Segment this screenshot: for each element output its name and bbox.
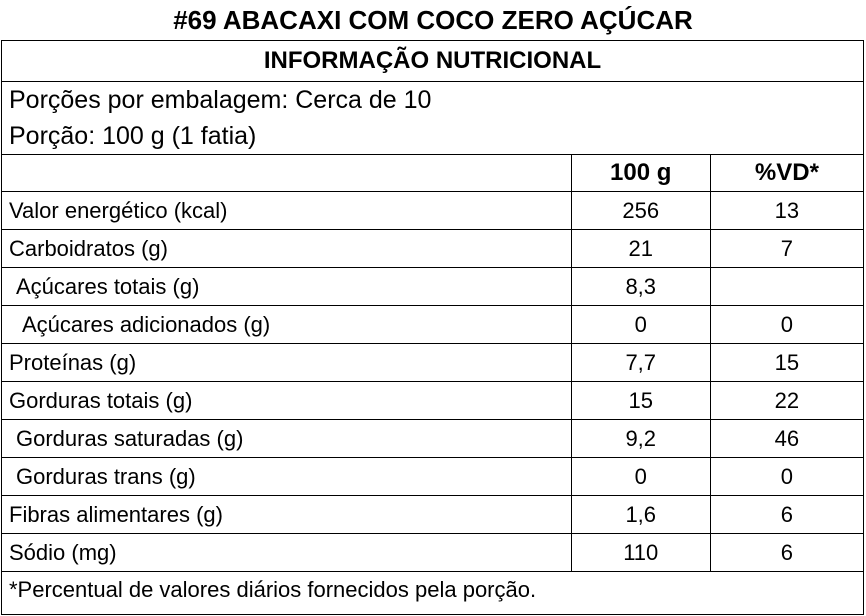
nutrition-facts-panel [1, 40, 864, 615]
table-header-row [2, 155, 863, 192]
table-row [2, 496, 863, 534]
nutrient-amount: 0 [571, 306, 710, 344]
nutrient-amount: 21 [571, 230, 710, 268]
nutrient-vd: 13 [710, 192, 863, 230]
nutrient-label: Sódio (mg) [2, 534, 571, 572]
nutrient-label: Valor energético (kcal) [2, 192, 571, 230]
nutrient-amount: 1,6 [571, 496, 710, 534]
nutrient-vd [710, 268, 863, 306]
nutrient-amount: 9,2 [571, 420, 710, 458]
portion-info [2, 82, 863, 155]
nutrient-amount: 110 [571, 534, 710, 572]
nutrient-vd: 0 [710, 458, 863, 496]
nutrition-table [2, 155, 863, 572]
nutrient-vd: 6 [710, 534, 863, 572]
header-amount: 100 g [571, 155, 710, 192]
table-row [2, 534, 863, 572]
nutrient-label: Açúcares totais (g) [2, 268, 571, 306]
nutrient-vd: 0 [710, 306, 863, 344]
nutrient-amount: 256 [571, 192, 710, 230]
table-row [2, 192, 863, 230]
table-row [2, 268, 863, 306]
nutrient-amount: 0 [571, 458, 710, 496]
table-row [2, 306, 863, 344]
header-nutrient [2, 155, 571, 192]
footnote: *Percentual de valores diários fornecidos pela porção. [9, 577, 537, 602]
nutrient-vd: 15 [710, 344, 863, 382]
panel-heading: INFORMAÇÃO NUTRICIONAL [2, 41, 863, 82]
nutrient-vd: 46 [710, 420, 863, 458]
nutrient-vd: 22 [710, 382, 863, 420]
table-row [2, 420, 863, 458]
nutrient-label: Fibras alimentares (g) [2, 496, 571, 534]
portion-size: Porção: 100 g (1 fatia) [9, 122, 257, 150]
nutrient-label: Proteínas (g) [2, 344, 571, 382]
portions-per-package: Porções por embalagem: Cerca de 10 [9, 86, 432, 114]
table-row [2, 382, 863, 420]
nutrient-vd: 7 [710, 230, 863, 268]
nutrient-label: Carboidratos (g) [2, 230, 571, 268]
table-row [2, 344, 863, 382]
table-row [2, 230, 863, 268]
nutrient-amount: 8,3 [571, 268, 710, 306]
nutrient-label: Gorduras totais (g) [2, 382, 571, 420]
product-title: #69 ABACAXI COM COCO ZERO AÇÚCAR [173, 4, 693, 35]
nutrient-label: Açúcares adicionados (g) [2, 306, 571, 344]
nutrient-label: Gorduras saturadas (g) [2, 420, 571, 458]
nutrient-amount: 15 [571, 382, 710, 420]
nutrient-amount: 7,7 [571, 344, 710, 382]
table-row [2, 458, 863, 496]
nutrient-label: Gorduras trans (g) [2, 458, 571, 496]
header-vd: %VD* [710, 155, 863, 192]
nutrient-vd: 6 [710, 496, 863, 534]
